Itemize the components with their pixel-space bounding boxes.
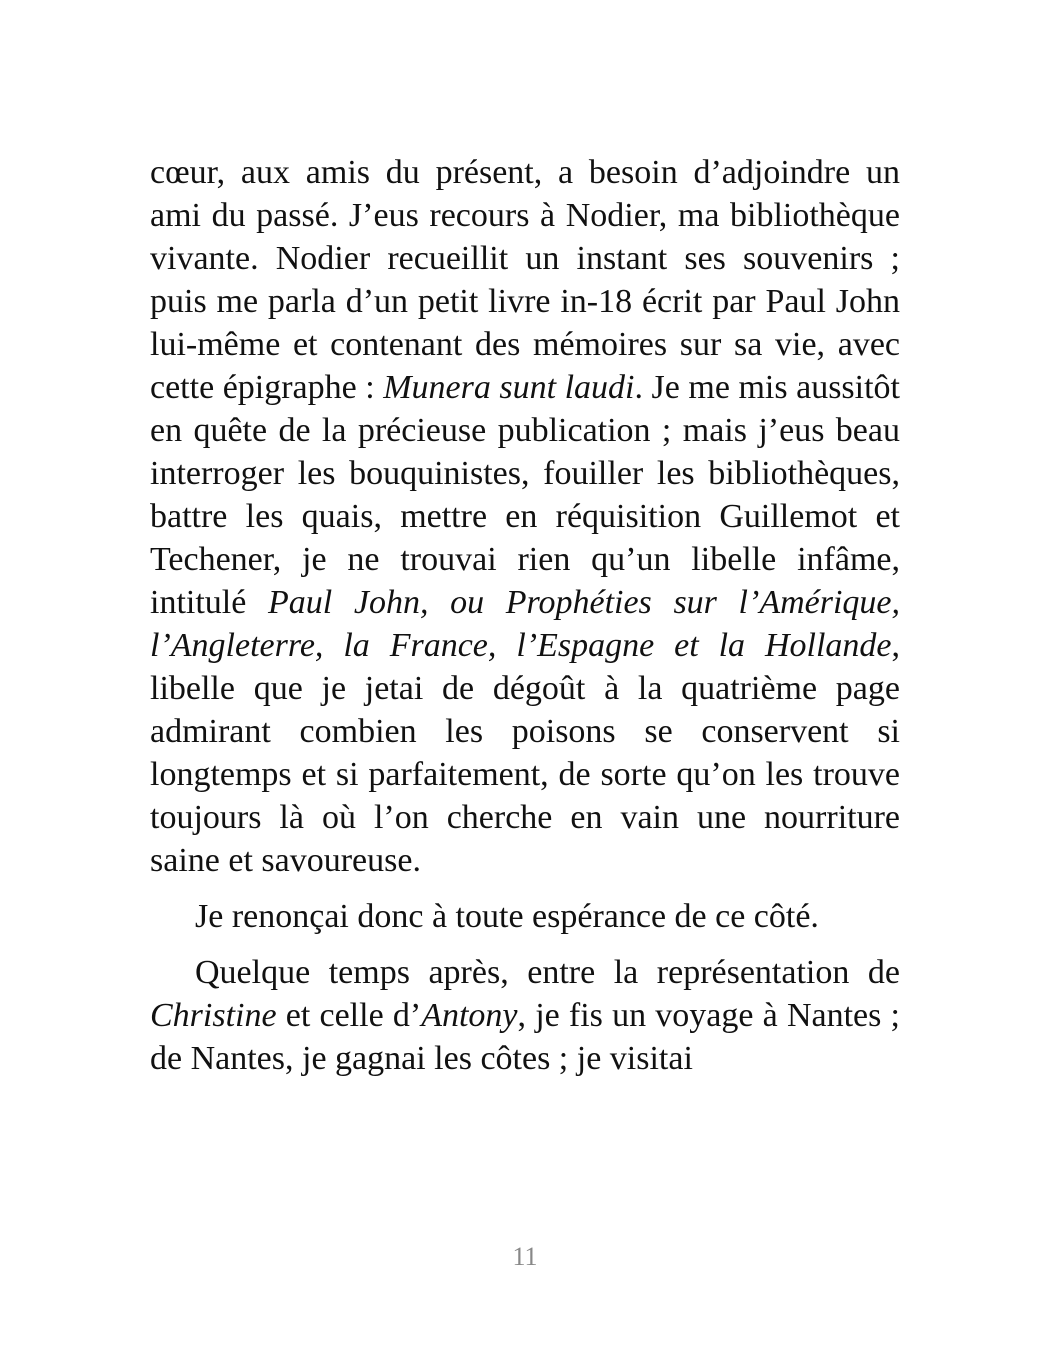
paragraph-3 [150,951,900,1080]
paragraph-2 [150,895,900,938]
paragraph-1-text-1: cœur, aux amis du présent, a besoin d’adjoindre un ami du passé. J’eus recours à Nodier, ma bibliothèque vivante. Nodier recueillit un instant ses souvenirs ; puis me parla d’un petit livre in-18 écrit par Paul John lui-même et contenant des mémoires sur sa vie, avec cette épigraphe : [150,154,900,406]
paragraph-2-text: Je renonçai donc à toute espérance de ce côté. [195,898,819,935]
play-title-antony: Antony [421,997,518,1034]
paragraph-1 [150,151,900,882]
paragraph-3-text-2: et celle d’ [276,997,422,1034]
body-text [150,151,900,1080]
paragraph-1-text-3: , libelle que je jetai de dégoût à la quatrième page admirant combien les poisons se conservent si longtemps et si parfaitement, de sorte qu’on les trouve toujours là où l’on cherche en vain une nourriture saine et savoureuse. [150,627,900,879]
paragraph-1-text-2: . Je me mis aussitôt en quête de la précieuse publication ; mais j’eus beau interroger les bouquinistes, fouiller les bibliothèques, battre les quais, mettre en réquisition Guillemot et Techener, je ne trouvai rien qu’un libelle infâme, intitulé [150,369,900,621]
paragraph-3-text-3: , je fis un voyage à Nantes ; de Nantes, je gagnai les côtes ; je visitai [150,997,901,1077]
paragraph-3-text-1: Quelque temps après, entre la représentation de [195,954,900,991]
play-title-christine: Christine [150,997,277,1034]
epigraph-title: Munera sunt laudi [383,369,635,406]
libel-title: Paul John, ou Prophéties sur l’Amérique, l’Angleterre, la France, l’Espagne et la Hollande [150,584,901,664]
page-number: 11 [512,1242,538,1271]
